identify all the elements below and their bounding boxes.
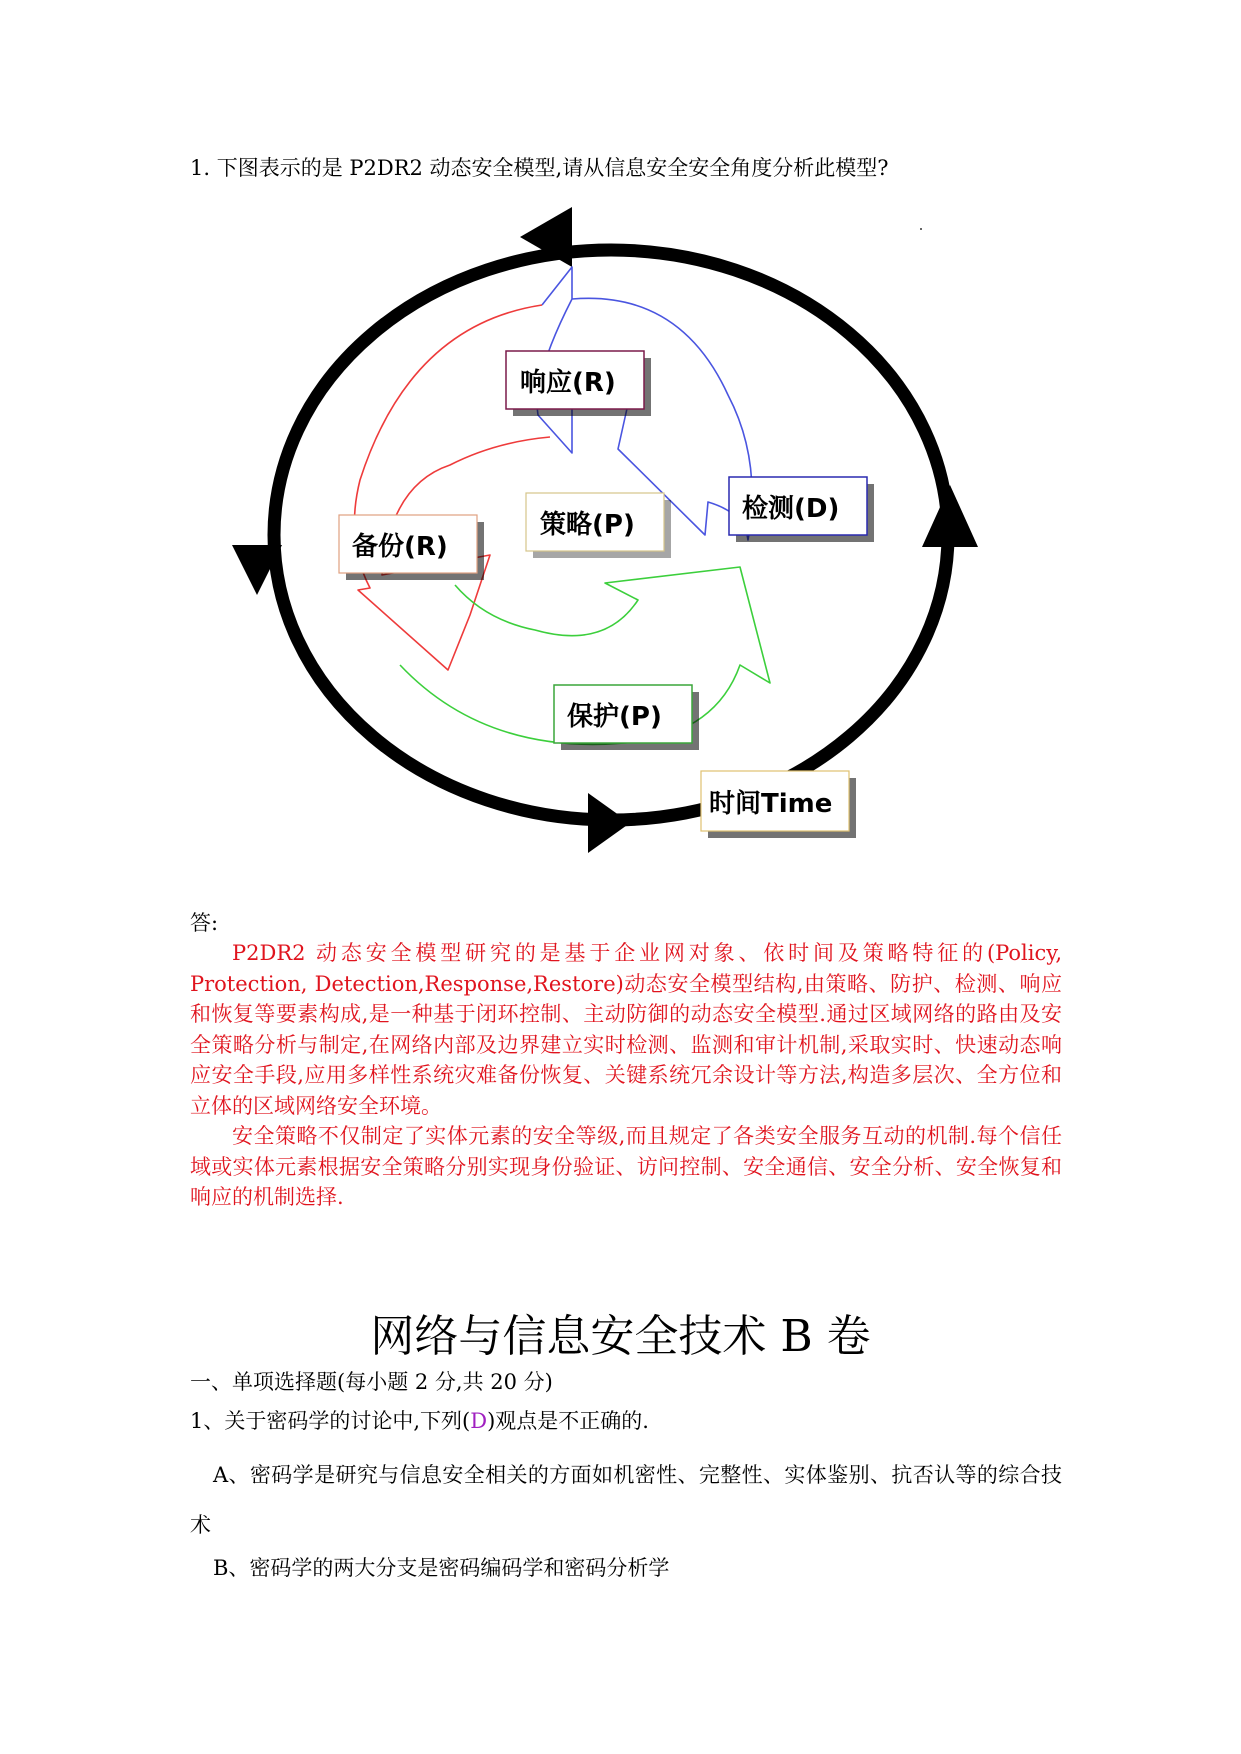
section-heading: 一、单项选择题(每小题 2 分,共 20 分) [190, 1370, 553, 1394]
ring-arrow-right [922, 485, 978, 547]
protection-box [554, 685, 699, 750]
time-box [701, 771, 856, 838]
answer-body [190, 938, 1062, 1213]
mcq1-suffix: )观点是不正确的. [487, 1409, 649, 1433]
exam-title: 网络与信息安全技术 B 卷 [370, 1311, 871, 1362]
question-1: 1. 下图表示的是 P2DR2 动态安全模型,请从信息安全安全角度分析此模型? [190, 156, 889, 180]
option-a: A、密码学是研究与信息安全相关的方面如机密性、完整性、实体鉴别、抗否认等的综合技术 [190, 1463, 1062, 1537]
answer-paragraph-2: 安全策略不仅制定了实体元素的安全等级,而且规定了各类安全服务互动的机制.每个信任域或实体元素根据安全策略分别实现身份验证、访问控制、安全通信、安全分析、安全恢复和响应的机制选择. [190, 1124, 1062, 1209]
detection-box [729, 477, 874, 542]
protection-label: 保护(P) [567, 702, 662, 732]
time-label: 时间Time [709, 789, 833, 819]
question-mcq-1 [190, 1405, 649, 1435]
p2dr2-diagram [220, 195, 990, 885]
backup-label: 备份(R) [352, 532, 448, 562]
mcq1-prefix: 1、关于密码学的讨论中,下列( [190, 1409, 471, 1433]
response-label: 响应(R) [520, 368, 616, 398]
stray-dot [920, 228, 922, 230]
answer-label: 答: [190, 911, 219, 935]
detection-label: 检测(D) [742, 494, 840, 524]
response-box [506, 351, 651, 416]
mcq1-answer: D [470, 1409, 488, 1433]
backup-box [339, 515, 484, 580]
policy-box [526, 493, 671, 558]
ring-arrow-bottom [588, 793, 630, 853]
option-b: B、密码学的两大分支是密码编码学和密码分析学 [213, 1556, 670, 1580]
answer-paragraph-1: P2DR2 动态安全模型研究的是基于企业网对象、依时间及策略特征的(Policy, Protection, Detection,Response,Restore)动态安全模型结构,由策略、防护、检测、响应和恢复等要素构成,是一种基于闭环控制、主动防御的动态安全模型.通过区域网络的路由及安全策略分析与制定,在网络内部及边界建立实时检测、监测和审计机制,采取实时、快速动态响应安全手段,应用多样性系统灾难备份恢复、关键系统冗余设计等方法,构造多层次、全方位和立体的区域网络安全环境。 [190, 941, 1062, 1118]
policy-label: 策略(P) [540, 510, 635, 540]
